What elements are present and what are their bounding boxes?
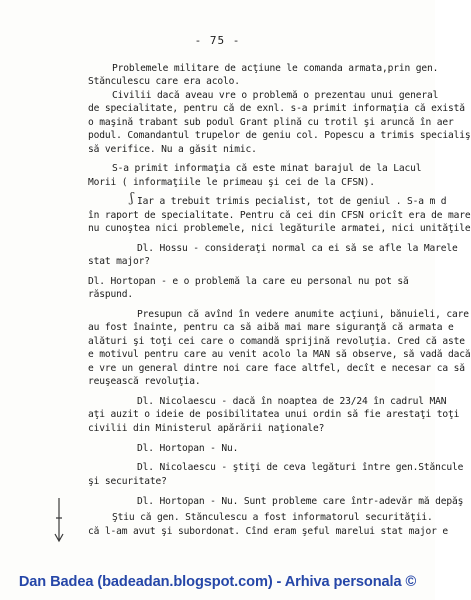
text-line: au fost înainte, pentru ca să aibă mai mare siguranţă că armata e <box>88 322 454 333</box>
text-line: Presupun că avînd în vedere anumite acţiuni, bănuieli, care <box>137 309 469 320</box>
watermark-footer: Dan Badea (badeadan.blogspot.com) - Arhiva personala © <box>18 574 417 590</box>
text-line: Stănculescu care era acolo. <box>88 76 240 87</box>
text-line: Dl. Hortopan - Nu. <box>137 443 239 454</box>
margin-hook-mark: ʃ <box>130 191 134 206</box>
text-line: Dl. Nicolaescu - dacă în noaptea de 23/24 în cadrul MAN <box>137 396 447 407</box>
text-line: de specialitate, pentru că de exnl. s-a primit informaţia că există <box>88 103 465 114</box>
text-line: nu cunoştea nici problemele, nici legăturile armatei, nici unităţile <box>88 223 471 234</box>
text-line: Morii ( informaţiile le primeau şi cei de la CFSN). <box>88 177 375 188</box>
text-line: Ştiu că gen. Stănculescu a fost informatorul securităţii. <box>112 512 433 523</box>
text-line: Problemele militare de acţiune le comanda armata,prin gen. <box>112 63 439 74</box>
text-line: S-a primit informaţia că este minat barajul de la Lacul <box>112 163 422 174</box>
text-line: e motivul pentru care au venit acolo la MAN să observe, să vadă dacă <box>88 349 471 360</box>
text-line: Dl. Nicolaescu - ştiţi de ceva legături între gen.Stăncule <box>137 462 464 473</box>
text-line: Civilii dacă aveau vre o problemă o prezentau unui general <box>112 90 439 101</box>
text-line: Dl. Hortopan - e o problemă la care eu personal nu pot să <box>88 276 409 287</box>
text-line: alături şi toţi cei care o comandă sprijină revoluţia. Cred că aste <box>88 336 465 347</box>
text-line: aţi auzit o ideie de posibilitatea unui ordin să fie arestaţi toţi <box>88 409 460 420</box>
text-line: reuşească revoluţia. <box>88 376 201 387</box>
text-line: stat major? <box>88 256 150 267</box>
text-line: civilii din Ministerul apărării naţionale? <box>88 423 325 434</box>
text-line: podul. Comandantul trupelor de geniu col. Popescu a trimis specialiş <box>88 130 471 141</box>
text-line: e vre un general dintre noi care face altfel, decît e necesar ca să <box>88 363 465 374</box>
page-number: - 75 - <box>194 34 241 47</box>
text-line: Iar a trebuit trimis pecialist, tot de geniul . S-a m d <box>137 196 447 207</box>
text-line: o maşină trabant sub podul Grant plină cu trotil şi aruncă în aer <box>88 117 454 128</box>
text-line: că l-am avut şi subordonat. Cînd eram şeful marelui stat major e <box>88 526 449 537</box>
text-line: răspund. <box>88 289 134 300</box>
text-line: Dl. Hossu - consideraţi normal ca ei să se afle la Marele <box>137 243 458 254</box>
text-line: Dl. Hortopan - Nu. Sunt probleme care într-adevăr mă depăş <box>137 496 464 507</box>
margin-arrow-icon <box>52 496 66 544</box>
text-line: să verifice. Nu a găsit nimic. <box>88 144 257 155</box>
text-line: şi securitate? <box>88 476 167 487</box>
text-line: în raport de specialitate. Pentru că cei din CFSN oricît era de mare <box>88 210 471 221</box>
